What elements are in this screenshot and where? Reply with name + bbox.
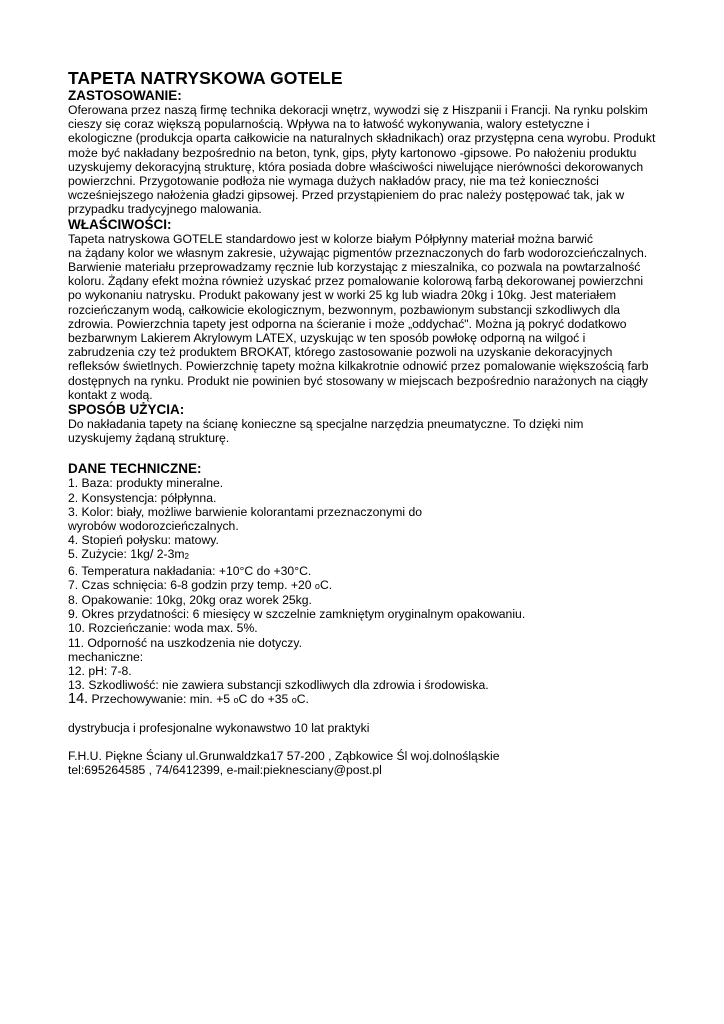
document-page — [68, 68, 668, 778]
spacer — [68, 445, 668, 459]
list-item: 4. Stopień połysku: matowy. — [68, 532, 219, 547]
distribution-note: dystrybucja i profesjonalne wykonawstwo 10 lat praktyki — [68, 720, 370, 735]
item5-subscript: 2 — [184, 551, 189, 561]
text-line: Barwienie materiału przeprowadzamy ręcznie lub korzystając z mieszalnika, co pozwala na powtarzalność — [68, 260, 641, 275]
item14-text: Przechowywanie: min. +5 — [88, 691, 234, 706]
text-line: na żądany kolor we własnym zakresie, używając pigmentów przeznaczonych do farb wodorozcieńczalnych. — [68, 245, 648, 260]
list-item-continuation: mechaniczne: — [68, 649, 144, 664]
text-line: przypadku tradycyjnego malowania. — [68, 202, 262, 217]
item7-degree: o — [314, 581, 320, 592]
text-line: ekologiczne (produkcja oparta całkowicie na naturalnych składnikach) oraz przystępna cena wyrobu. Produkt — [68, 131, 656, 146]
item5-text: 5. Zużycie: 1kg/ 2-3m — [68, 546, 185, 561]
wlasciwosci-paragraph — [68, 232, 668, 402]
section-zastosowanie — [68, 88, 668, 217]
text-line: dostępnych na rynku. Produkt nie powinien być stosowany w miejscach bezpośrednio narażonych na ciągły — [68, 373, 648, 388]
list-item — [68, 578, 668, 593]
text-line: koloru. Żądany efekt można również uzyskać przez pomalowanie kolorową farbą dekorowanej powierzchni — [68, 274, 644, 289]
footer — [68, 721, 668, 778]
item14-degree: o — [233, 694, 239, 705]
list-item — [68, 547, 668, 564]
list-item: 9. Okres przydatności: 6 miesięcy w szczelnie zamkniętym oryginalnym opakowaniu. — [68, 607, 526, 622]
text-line: uzyskujemy żądaną strukturę. — [68, 431, 230, 446]
list-item: 11. Odporność na uszkodzenia nie dotyczy. — [68, 635, 302, 650]
text-line: uzyskujemy dekoracyjną strukturę, która posiada dobre właściwości niwelujące nierówności dekorowanych — [68, 159, 644, 174]
list-item: 1. Baza: produkty mineralne. — [68, 476, 224, 491]
zastosowanie-paragraph — [68, 103, 668, 217]
sposob-uzycia-heading: SPOSÓB UŻYCIA: — [68, 402, 185, 418]
item14-text-mid: C do +35 — [238, 691, 292, 706]
item7-text: 7. Czas schnięcia: 6-8 godzin przy temp. +20 — [68, 578, 315, 593]
technical-data-list — [68, 476, 668, 707]
item14-unit: C. — [296, 691, 309, 706]
company-address: F.H.U. Piękne Ściany ul.Grunwaldzka17 57-200 , Ząbkowice Śl woj.dolnośląskie — [68, 749, 500, 764]
dane-techniczne-heading: DANE TECHNICZNE: — [68, 461, 202, 477]
list-item: 13. Szkodliwość: nie zawiera substancji szkodliwych dla zdrowia i środowiska. — [68, 677, 489, 692]
document-title: TAPETA NATRYSKOWA GOTELE — [68, 68, 343, 88]
text-line: Tapeta natryskowa GOTELE standardowo jest w kolorze białym Półpłynny materiał można barwić — [68, 231, 593, 246]
list-item: 8. Opakowanie: 10kg, 20kg oraz worek 25kg. — [68, 593, 312, 608]
section-sposob-uzycia — [68, 402, 668, 445]
text-line: zdrowia. Powierzchnia tapety jest odporna na ścieranie i może „oddychać". Można ją pokryć dodatkowo — [68, 316, 627, 331]
text-line: cieszy się coraz większą popularnością. Wpływa na to łatwość wykonywania, walory estetyczne i — [68, 117, 590, 132]
list-item-continuation: wyrobów wodorozcieńczalnych. — [68, 518, 239, 533]
text-line: może być nakładany bezpośrednio na beton, tynk, gips, płyty kartonowo -gipsowe. Po nałożeniu produktu — [68, 145, 637, 160]
text-line: kontakt z wodą. — [68, 387, 153, 402]
item14-number: 14. — [68, 690, 89, 707]
section-wlasciwosci — [68, 217, 668, 402]
sposob-uzycia-paragraph — [68, 417, 668, 445]
spacer — [68, 707, 668, 721]
text-line: Oferowana przez naszą firmę technika dekoracji wnętrz, wywodzi się z Hiszpanii i Francji. Na rynku polskim — [68, 103, 648, 117]
text-line: zabrudzenia czy też produktem BROKAT, którego zastosowanie pozwoli na uzyskanie dekoracyjnych — [68, 345, 613, 360]
text-line: refleksów świetlnych. Powierzchnię tapety można kilkakrotnie odnowić przez pomalowanie większością farb — [68, 359, 649, 374]
text-line: po wykonaniu natrysku. Produkt pakowany jest w worki 25 kg lub wiadra 20kg i 10kg. Jest materiałem — [68, 288, 617, 303]
text-line: wcześniejszego nałożenia gładzi gipsowej. Przed przystąpieniem do prac należy postępować tak, jak w — [68, 188, 625, 203]
company-contact: tel:695264585 , 74/6412399, e-mail:pieknesciany@post.pl — [68, 763, 382, 778]
item7-unit: C. — [319, 578, 333, 593]
list-item: 6. Temperatura nakładania: +10°C do +30°C. — [68, 564, 312, 579]
list-item: 2. Konsystencja: półpłynna. — [68, 490, 217, 505]
list-item: 3. Kolor: biały, możliwe barwienie kolorantami przeznaczonymi do — [68, 504, 423, 519]
spacer — [68, 735, 668, 749]
zastosowanie-heading: ZASTOSOWANIE: — [68, 88, 182, 103]
text-line: powierzchni. Przygotowanie podłoża nie wymaga dużych nakładów pracy, nie ma też konieczności — [68, 174, 599, 189]
section-dane-techniczne — [68, 461, 668, 707]
list-item — [68, 692, 668, 707]
list-item: 10. Rozcieńczanie: woda max. 5%. — [68, 621, 258, 636]
text-line: bezbarwnym Lakierem Akrylowym LATEX, uzyskując w ten sposób powłokę odporną na wilgoć i — [68, 331, 586, 346]
list-item: 12. pH: 7-8. — [68, 663, 132, 678]
item14-degree: o — [291, 694, 297, 705]
wlasciwosci-heading: WŁAŚCIWOŚCI: — [68, 216, 172, 232]
text-line: Do nakładania tapety na ścianę konieczne są specjalne narzędzia pneumatyczne. To dzięki nim — [68, 417, 584, 432]
text-line: rozcieńczanym wodą, całkowicie ekologicznym, bezwonnym, pozbawionym substancji szkodliwych dla — [68, 302, 621, 317]
